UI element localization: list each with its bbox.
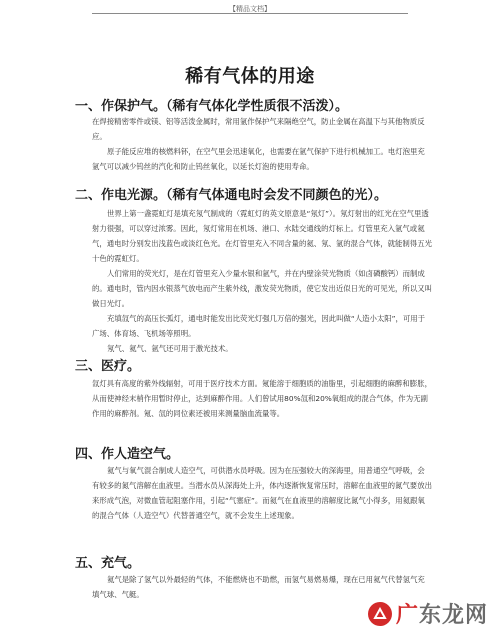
section-heading-medical: 三、医疗。 [75, 359, 141, 374]
watermark-logo-icon [368, 602, 392, 626]
paragraph: 在焊接精密零件或镁、铝等活泼金属时，常用氩作保护气来隔绝空气，防止金属在高温下与其他物质反应。 [92, 117, 425, 141]
paragraph: 氖气、氦气、氩气还可用于激光技术。 [107, 344, 233, 353]
paragraph: 氦气是除了氢气以外最轻的气体，不能燃烧也不助燃，而氢气易燃易爆，现在已用氦气代替氢气充填气球、气艇。 [92, 575, 425, 599]
section-heading-artificial-air: 四、作人造空气。 [75, 447, 180, 462]
paragraph: 充填氙气的高压长弧灯，通电时能发出比荧光灯强几万倍的强光，因此叫做“人造小太阳”，可用于广场、体育场、飞机场等照明。 [92, 314, 426, 338]
paragraph: 氦气与氧气混合制成人造空气，可供潜水员呼吸。因为在压强较大的深海里，用普通空气呼吸，会有较多的氮气溶解在血液里。当潜水员从深海处上升，体内逐渐恢复常压时，溶解在血液里的氮气要放出来形成气泡，对微血管起阻塞作用，引起“气塞症”。而氦气在血液里的溶解度比氮气小得多，用氦跟氧的混合气体（人造空气）代替普通空气，就不会发生上述现象。 [92, 466, 432, 520]
paragraph: 人们常用的荧光灯，是在灯管里充入少量水银和氩气，并在内壁涂荧光物质（如卤磷酸钙）而制成的。通电时，管内因水银蒸气放电而产生紫外线，激发荧光物质，使它发出近似日光的可见光，所以又叫做日光灯。 [92, 269, 432, 308]
document-header-tag: 【精品文档】 [229, 5, 271, 13]
section-heading-protective-gas: 一、作保护气。（稀有气体化学性质很不活泼）。 [75, 99, 349, 114]
section-heading-filling-gas: 五、充气。 [75, 556, 141, 571]
paragraph: 原子能反应堆的核燃料钚，在空气里会迅速氧化，也需要在氩气保护下进行机械加工。电灯泡里充氩气可以减少钨丝的汽化和防止钨丝氧化，以延长灯泡的使用寿命。 [92, 147, 425, 171]
section-heading-light-source: 二、作电光源。（稀有气体通电时会发不同颜色的光）。 [75, 188, 388, 203]
header-divider [92, 13, 408, 14]
document-title: 稀有气体的用途 [185, 66, 315, 87]
paragraph: 世界上第一盏霓虹灯是填充氖气制成的（霓虹灯的英文原意是“氖灯”）。氖灯射出的红光在空气里透射力很强，可以穿过浓雾。因此，氖灯常用在机场、港口、水陆交通线的灯标上。灯管里充入氩气或氦气，通电时分别发出浅蓝色或淡红色光。在灯管里充入不同含量的氦、氖、氩的混合气体，就能制得五光十色的霓虹灯。 [92, 209, 432, 263]
watermark-text: 广东龙网 [395, 603, 488, 628]
paragraph: 氙灯具有高度的紫外线辐射，可用于医疗技术方面。氪能溶于细胞质的油脂里，引起细胞的麻醉和膨胀，从而使神经末梢作用暂时停止，达到麻醉作用。人们曾试用80%氙和20%氧组成的混合气体，作为无副作用的麻醉剂。氪、氙的同位素还被用来测量脑血流量等。 [92, 379, 432, 418]
site-watermark [368, 598, 488, 629]
